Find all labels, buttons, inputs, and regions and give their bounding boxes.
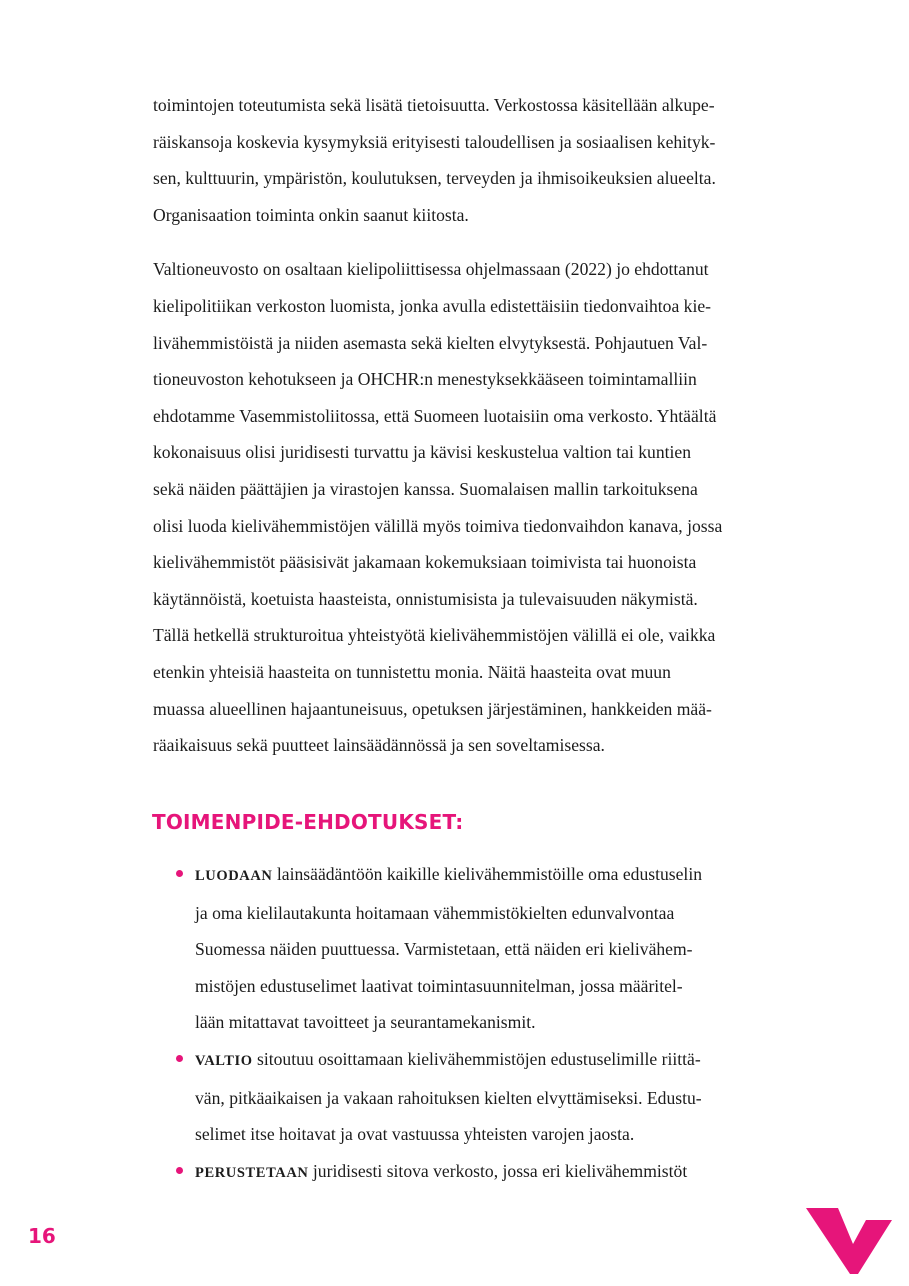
proposal-keyword: VALTIO [195,1052,253,1069]
bullet-icon [176,1055,183,1062]
section-heading: TOIMENPIDE-EHDOTUKSET: [152,810,464,834]
chevron-v-logo-icon [806,1206,892,1274]
proposal-text: sitoutuu osoittamaan kielivähemmistöjen edustuselimille riittä- [252,1048,701,1069]
text-line [195,856,826,895]
text-line: räiskansoja koskevia kysymyksiä erityisesti taloudellisen ja sosiaalisen kehityk- [153,131,716,152]
list-item [176,1041,826,1153]
text-line: kokonaisuus olisi juridisesti turvattu ja kävisi keskustelua valtion tai kuntien [153,442,692,463]
list-item [176,1153,826,1192]
text-line: mistöjen edustuselimet laativat toimintasuunnitelman, jossa määritel- [195,975,683,996]
proposal-keyword: PERUSTETAAN [195,1164,309,1181]
text-line [195,1153,826,1192]
text-line: livähemmistöistä ja niiden asemasta sekä kielten elvytyksestä. Pohjautuen Val- [153,332,708,353]
text-line: selimet itse hoitavat ja ovat vastuussa yhteisten varojen jaosta. [195,1124,635,1145]
text-line: käytännöistä, koetuista haasteista, onnistumisista ja tulevaisuuden näkymistä. [153,588,698,609]
text-line: Tällä hetkellä strukturoitua yhteistyötä kielivähemmistöjen välillä ei ole, vaikka [153,625,716,646]
text-line: muassa alueellinen hajaantuneisuus, opetuksen järjestäminen, hankkeiden mää- [153,698,712,719]
paragraph-2 [153,251,825,763]
text-line: Valtioneuvosto on osaltaan kielipoliittisessa ohjelmassaan (2022) jo ehdottanut [153,259,709,280]
text-line: ehdotamme Vasemmistoliitossa, että Suomeen luotaisiin oma verkosto. Yhtäältä [153,405,717,426]
text-line: lään mitattavat tavoitteet ja seurantamekanismit. [195,1012,536,1033]
page-number: 16 [28,1224,56,1248]
text-line: vän, pitkäaikaisen ja vakaan rahoituksen kielten elvyttämiseksi. Edustu- [195,1087,702,1108]
text-line: räaikaisuus sekä puutteet lainsäädännössä ja sen soveltamisessa. [153,735,605,756]
text-line: olisi luoda kielivähemmistöjen välillä myös toimiva tiedonvaihdon kanava, jossa [153,515,723,536]
text-line: Organisaation toiminta onkin saanut kiitosta. [153,204,469,225]
body-text [153,87,825,764]
text-line: sekä näiden päättäjien ja virastojen kanssa. Suomalaisen mallin tarkoituksena [153,478,698,499]
text-line: sen, kulttuurin, ympäristön, koulutuksen, terveyden ja ihmisoikeuksien alueelta. [153,168,716,189]
text-line: Suomessa näiden puuttuessa. Varmistetaan, että näiden eri kielivähem- [195,939,693,960]
paragraph-1 [153,87,825,233]
list-item [176,856,826,1041]
text-line: etenkin yhteisiä haasteita on tunnistettu monia. Näitä haasteita ovat muun [153,661,671,682]
proposal-text: lainsäädäntöön kaikille kielivähemmistöille oma edustuselin [272,864,702,884]
text-line [195,1041,826,1080]
text-line: tioneuvoston kehotukseen ja OHCHR:n menestyksekkääseen toimintamalliin [153,369,697,390]
proposal-keyword: LUODAAN [195,868,273,884]
bullet-icon [176,1167,183,1174]
text-line: ja oma kielilautakunta hoitamaan vähemmistökielten edunvalvontaa [195,902,675,923]
bullet-icon [176,870,183,877]
text-line: kielipolitiikan verkoston luomista, jonka avulla edistettäisiin tiedonvaihtoa kie- [153,295,712,316]
proposal-list [176,856,826,1191]
proposal-text: juridisesti sitova verkosto, jossa eri kielivähemmistöt [308,1160,688,1181]
text-line: toimintojen toteutumista sekä lisätä tietoisuutta. Verkostossa käsitellään alkupe- [153,95,715,115]
text-line: kielivähemmistöt pääsisivät jakamaan kokemuksiaan toimivista tai huonoista [153,552,697,573]
